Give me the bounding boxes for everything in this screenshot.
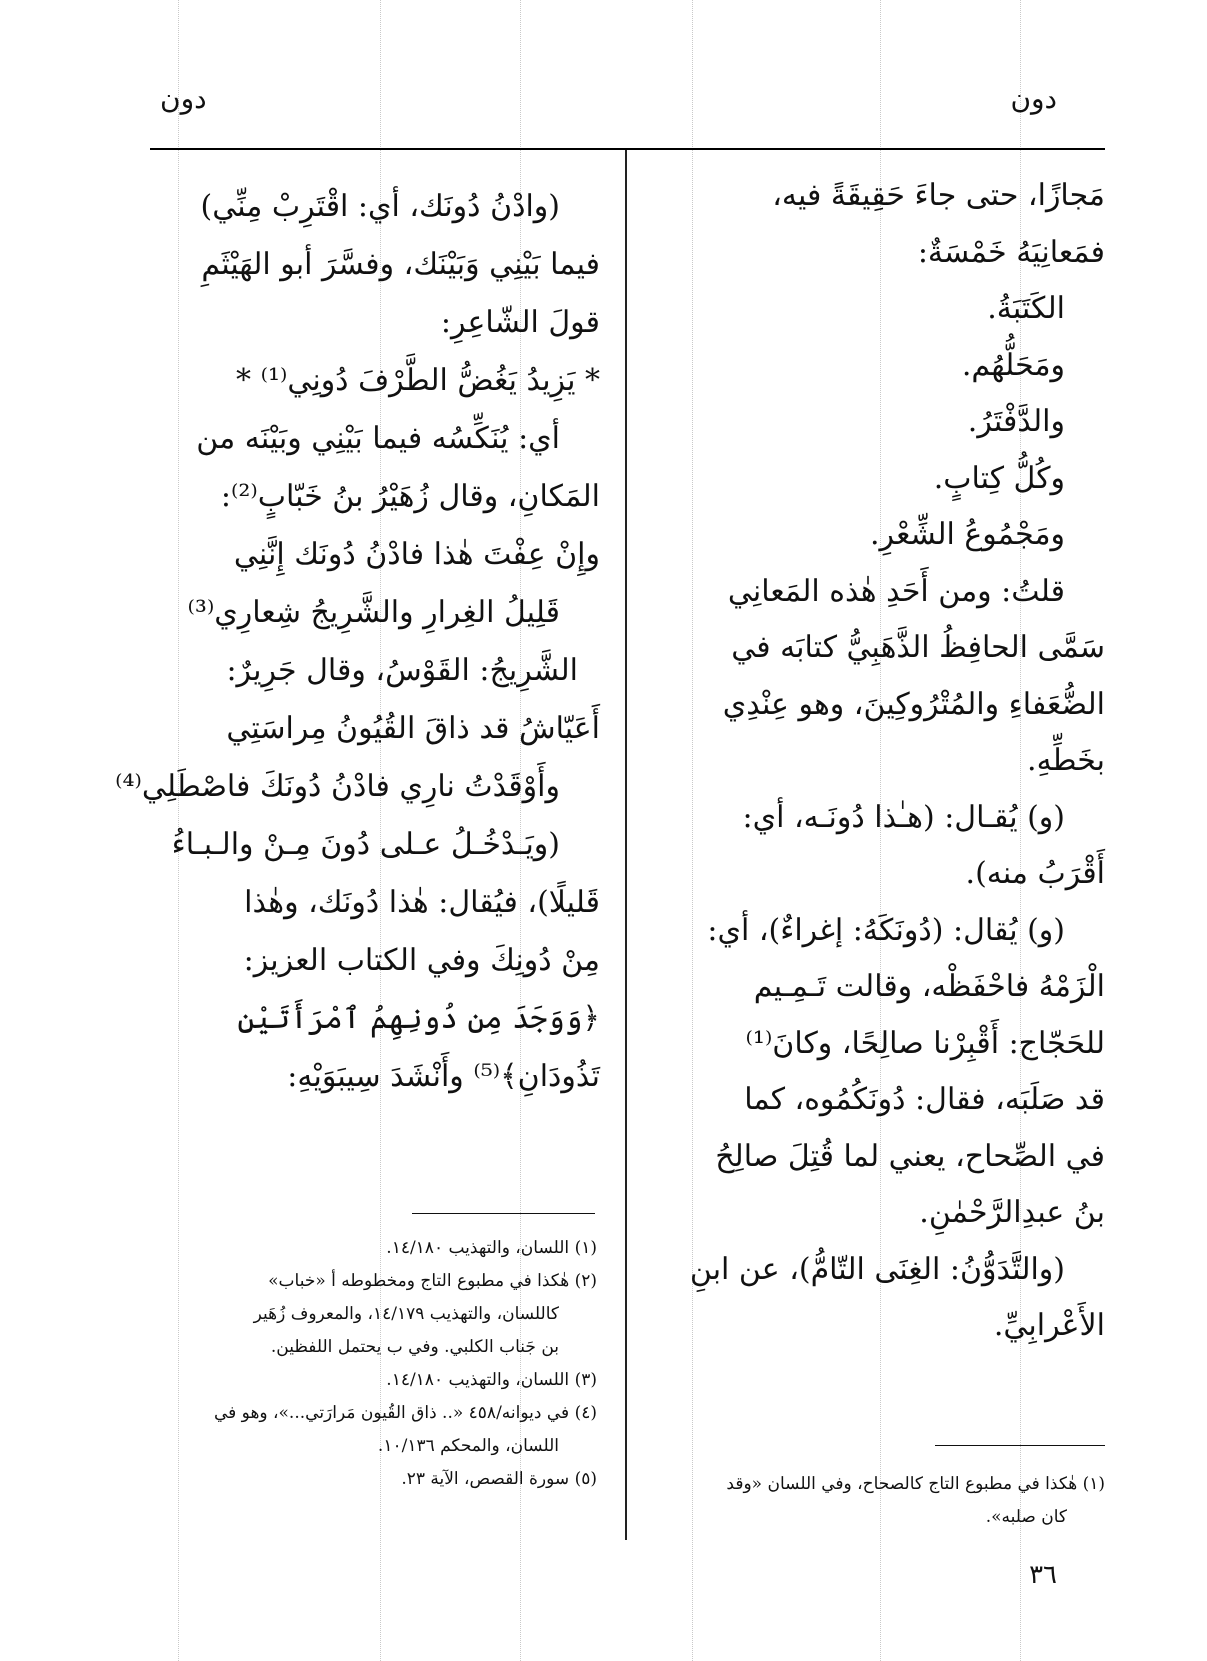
text-line: والدَّفْتَرُ. bbox=[967, 404, 1065, 439]
footnote-number: (١) bbox=[574, 1238, 597, 1258]
text-line: تَذُودَانِ﴾⁽⁵⁾ وأَنْشَدَ سِيبَوَيْهِ: bbox=[287, 1059, 600, 1094]
text-line: (و) يُقـال: (هـٰذا دُونَـه، أي: bbox=[742, 799, 1065, 835]
text-line: الْزَمْهُ فاحْفَظْه، وقالت تَـمِـيم bbox=[753, 969, 1105, 1004]
footnote-text: اللسان، والتهذيب ١٤/١٨٠. bbox=[386, 1370, 570, 1390]
footnote bbox=[152, 1463, 597, 1496]
text-line: المَكانِ، وقال زُهَيْرُ بنُ خَبّابٍ⁽²⁾: bbox=[220, 479, 600, 514]
footnote bbox=[152, 1232, 597, 1265]
footnotes-left bbox=[152, 1232, 597, 1496]
footnote bbox=[152, 1397, 597, 1430]
footnote-text: في ديوانه/٤٥٨ «.. ذاق القُيون مَرارَتي...»، وهو في bbox=[213, 1403, 570, 1423]
footnote bbox=[152, 1364, 597, 1397]
footnote bbox=[152, 1265, 597, 1298]
text-line: قلتُ: ومن أَحَدِ هٰذه المَعانِي bbox=[727, 573, 1065, 609]
verse-line: * يَزِيدُ يَغُضُّ الطَّرْفَ دُونِي⁽¹⁾ * bbox=[236, 363, 600, 398]
text-line: بخَطِّهِ. bbox=[1027, 743, 1105, 778]
footnote-rule-left bbox=[412, 1213, 595, 1214]
text-line: أي: يُنَكِّسُه فيما بَيْنِي وبَيْنَه من bbox=[196, 421, 560, 456]
text-line: قد صَلَبَه، فقال: دُونَكُمُوه، كما bbox=[744, 1082, 1105, 1117]
text-line: أَقْرَبُ منه). bbox=[965, 856, 1105, 891]
header-rule bbox=[150, 148, 1105, 150]
verse-line: أَعَيّاشُ قد ذاقَ القُيُونُ مِراسَتِي bbox=[226, 711, 600, 746]
footnote-number: (١) bbox=[1082, 1474, 1105, 1494]
text-line: الشَّرِيجُ: القَوْسُ، وقال جَرِيرٌ: bbox=[226, 653, 578, 688]
footnote-text: اللسان، والتهذيب ١٤/١٨٠. bbox=[386, 1238, 570, 1258]
footnote-text: سورة القصص، الآية ٢٣. bbox=[401, 1469, 570, 1489]
footnote bbox=[660, 1468, 1105, 1501]
text-line: الأَعْرابِيِّ. bbox=[993, 1308, 1105, 1343]
text-line: مِنْ دُونِكَ وفي الكتاب العزيز: bbox=[243, 943, 600, 978]
text-line: قَليلًا)، فيُقال: هٰذا دُونَك، وهٰذا bbox=[244, 885, 600, 920]
left-column bbox=[115, 178, 600, 1106]
text-line: سَمَّى الحافِظُ الذَّهَبِيُّ كتابَه في bbox=[731, 630, 1105, 665]
footnote-continuation: كاللسان، والتهذيب ١٤/١٧٩، والمعروف زُهَير bbox=[253, 1304, 559, 1324]
text-line: قولَ الشّاعِرِ: bbox=[440, 305, 600, 340]
footnote-continuation: كان صلبه». bbox=[985, 1507, 1067, 1527]
text-line: الكَتَبَةُ. bbox=[987, 291, 1065, 326]
running-head-left: دون bbox=[160, 82, 207, 115]
footnote-number: (٢) bbox=[574, 1271, 597, 1291]
text-line: بنُ عبدِالرَّحْمٰنِ. bbox=[919, 1195, 1105, 1230]
text-line: مَجازًا، حتى جاءَ حَقِيقَةً فيه، bbox=[772, 178, 1105, 213]
verse-line: وإِنْ عِفْتَ هٰذا فادْنُ دُونَك إِنَّنِي bbox=[233, 537, 600, 572]
text-line: الضُّعَفاءِ والمُتْرُوكِينَ، وهو عِنْدِي bbox=[722, 686, 1105, 722]
column-divider bbox=[625, 150, 627, 1540]
text-line: فمَعانِيَهُ خَمْسَةٌ: bbox=[917, 234, 1105, 270]
footnote-text: هٰكذا في مطبوع التاج كالصحاح، وفي اللسان «وقد bbox=[726, 1474, 1078, 1494]
footnote-rule-right bbox=[935, 1445, 1105, 1446]
text-line: فيما بَيْنِي وَبَيْنَك، وفسَّرَ أبو الهَيْثَمِ bbox=[201, 247, 600, 282]
footnote-number: (٥) bbox=[574, 1469, 597, 1489]
footnote-continuation: بن جَناب الكلبي. وفي ب يحتمل اللفظين. bbox=[270, 1337, 559, 1357]
right-column bbox=[655, 168, 1105, 1355]
text-line: وكُلُّ كِتابٍ. bbox=[933, 460, 1065, 496]
footnote-number: (٤) bbox=[574, 1403, 597, 1423]
text-line: (ويَـدْخُـلُ عـلى دُونَ مِـنْ والـبـاءُ bbox=[171, 827, 560, 862]
footnote-continuation: اللسان، والمحكم ١٠/١٣٦. bbox=[377, 1436, 559, 1456]
text-line: ومَحَلُّهُم. bbox=[961, 347, 1065, 383]
footnote-number: (٣) bbox=[574, 1370, 597, 1390]
text-line: (وادْنُ دُونَك، أي: اقْتَرِبْ مِنِّي) bbox=[200, 189, 560, 224]
text-line: للحَجّاج: أَقْبِرْنا صالِحًا، وكانَ⁽¹⁾ bbox=[745, 1025, 1105, 1061]
text-line: ومَجْمُوعُ الشِّعْرِ. bbox=[870, 517, 1065, 552]
text-line: (والتَّدَوُّنُ: الغِنَى التّامُّ)، عن ابنِ bbox=[689, 1251, 1065, 1287]
running-head-right: دون bbox=[1010, 82, 1057, 115]
page-number: ٣٦ bbox=[1029, 1560, 1057, 1590]
text-line: (و) يُقال: (دُونَكَهُ: إغراءٌ)، أي: bbox=[707, 912, 1065, 948]
text-line: في الصِّحاح، يعني لما قُتِلَ صالِحُ bbox=[715, 1138, 1105, 1174]
footnote-text: هٰكذا في مطبوع التاج ومخطوطه أ «خباب» bbox=[268, 1271, 570, 1291]
verse-line: وأَوْقَدْتُ نارِي فادْنُ دُونَكَ فاصْطَلِي⁽⁴⁾ bbox=[115, 769, 560, 804]
footnotes-right bbox=[660, 1468, 1105, 1534]
quran-verse-line: ﴿وَوَجَدَ مِن دُونِهِمُ ٱمْرَأَتَيْنِ bbox=[237, 1001, 600, 1036]
verse-line: قَلِيلُ الغِرارِ والشَّرِيجُ شِعارِي⁽³⁾ bbox=[187, 595, 560, 630]
